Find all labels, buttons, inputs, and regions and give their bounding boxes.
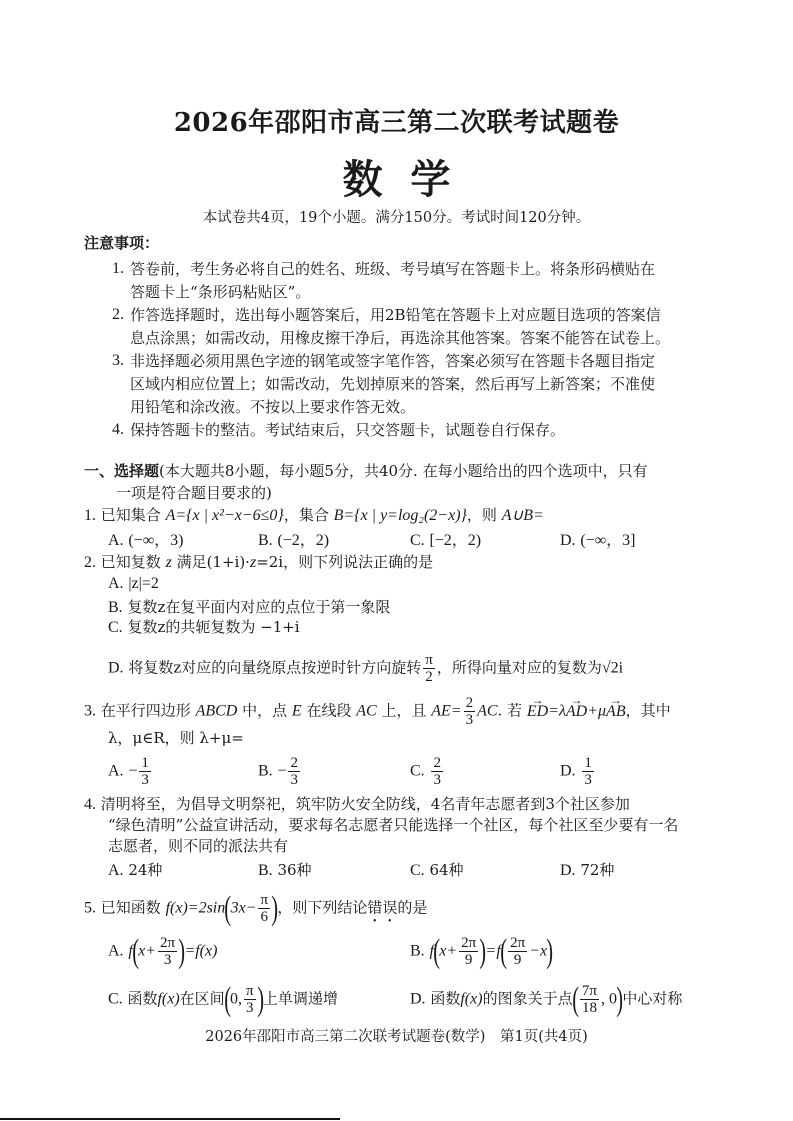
denominator: 9 — [513, 952, 522, 968]
math-expr: AC — [356, 702, 377, 720]
option-a — [108, 755, 153, 788]
denominator: 3 — [584, 772, 592, 788]
option-label: B. — [410, 942, 425, 960]
denominator: 9 — [464, 952, 473, 968]
option-label: B. — [258, 862, 273, 879]
option-b — [410, 932, 554, 970]
math-expr: x+ — [138, 942, 157, 960]
math-expr: , 0 — [600, 990, 617, 1008]
denominator: 2 — [425, 669, 433, 685]
math-expr: E — [291, 702, 302, 720]
stem-text: 上，且 — [376, 701, 432, 720]
note-line: 息点涂黑；如需改动，用橡皮擦干净后，再选涂其他答案。答案不能答在试卷上。 — [130, 329, 671, 347]
note-number: 1. — [112, 260, 124, 277]
math-expr: 0, — [230, 990, 243, 1008]
numerator: π — [246, 983, 254, 999]
option-label: A. — [108, 532, 124, 549]
numerator: 2 — [433, 755, 441, 771]
option-text: 中心对称 — [622, 989, 683, 1008]
section-header — [84, 461, 648, 481]
fraction — [431, 755, 443, 788]
page-footer: 2026年邵阳市高三第二次联考试题卷(数学) 第1页(共4页) — [205, 1029, 588, 1045]
note-line: 用铅笔和涂改液。不按以上要求作答无效。 — [130, 398, 416, 416]
math-expr: B={x | y=log₂(2−x)} — [333, 507, 467, 524]
option-b — [258, 755, 302, 788]
denominator: 3 — [465, 712, 474, 728]
exam-title: 2026年邵阳市高三第二次联考试题卷 — [173, 108, 620, 138]
option-d — [410, 980, 683, 1018]
stem-text: 已知复数 — [100, 553, 166, 571]
option-text: [−2，2) — [429, 532, 482, 549]
option-text: 的图象关于点 — [482, 989, 573, 1008]
option-label: C. — [410, 862, 425, 879]
question-5 — [84, 889, 428, 927]
numerator: 2π — [461, 935, 477, 951]
bottom-divider — [0, 1118, 340, 1120]
question-1 — [84, 505, 544, 526]
option-text: 上单调递增 — [262, 989, 338, 1008]
paren: ) — [616, 980, 624, 1018]
math-expr: A={x | x²−x−6≤0} — [165, 507, 284, 524]
option-c — [410, 755, 445, 788]
vector-ed: → ED — [527, 702, 548, 722]
denominator: 3 — [163, 952, 172, 968]
stem-text: 中，点 — [237, 701, 292, 720]
stem-text: 已知集合 — [100, 506, 166, 524]
sign: − — [277, 762, 287, 780]
paren: ) — [546, 932, 554, 970]
option-text: |z|=2 — [128, 575, 159, 592]
option-label: C. — [108, 990, 123, 1008]
question-3-line-2: λ，μ∈R，则 λ+μ= — [108, 729, 244, 747]
question-number: 4. — [84, 796, 96, 813]
fraction — [580, 983, 599, 1016]
denominator: 18 — [581, 1000, 597, 1016]
math-expr: =f — [485, 942, 501, 960]
math-expr: f — [128, 942, 133, 960]
question-4-line-2: “绿色清明”公益宣讲活动，要求每名志愿者只能选择一个社区，每个社区至少要有一名 — [108, 816, 679, 834]
option-c — [410, 860, 464, 881]
stem-text: ，则下列结论 — [277, 898, 368, 917]
fraction — [244, 983, 256, 1016]
question-number: 3. — [84, 702, 96, 720]
stem-text: 在线段 — [301, 701, 357, 720]
note-number: 2. — [112, 306, 124, 323]
note-line: 答卷前，考生务必将自己的姓名、班级、考号填写在答题卡上。将条形码横贴在 — [130, 260, 656, 278]
math-expr: ABCD — [195, 702, 238, 720]
math-expr: +μ — [587, 702, 607, 720]
option-label: B. — [258, 762, 273, 780]
note-line: 作答选择题时，选出每小题答案后，用2B铅笔在答题卡上对应题目选项的答案信 — [130, 306, 661, 324]
math-expr: −x — [529, 942, 548, 960]
denominator: 3 — [141, 772, 149, 788]
paren: ( — [433, 932, 440, 970]
option-label: D. — [560, 762, 576, 780]
option-text: ，所得向量对应的复数为 — [436, 658, 602, 677]
option-label: D. — [410, 990, 426, 1008]
stem-text: ，则 — [466, 506, 502, 524]
fraction — [158, 935, 177, 968]
exam-info: 本试卷共4页，19个小题。满分150分。考试时间120分钟。 — [202, 210, 591, 226]
section-description: (本大题共8小题，每小题5分，共40分. 在每小题给出的四个选项中，只有 — [159, 462, 648, 480]
option-d — [560, 530, 635, 551]
option-d — [108, 652, 623, 685]
stem-text: 清明将至，为倡导文明祭祀，筑牢防火安全防线，4名青年志愿者到3个社区参加 — [100, 795, 630, 813]
stem-text: =2i，则下列说法正确的是 — [256, 553, 434, 571]
option-text: 24种 — [128, 861, 163, 879]
math-expr: =λ — [548, 702, 566, 720]
option-text: 复数z的共轭复数为 −1+i — [127, 618, 300, 636]
option-label: A. — [108, 762, 124, 780]
question-4 — [84, 794, 630, 815]
note-line: 答题卡上“条形码粘贴区”。 — [130, 283, 311, 301]
paren: ) — [271, 889, 279, 927]
denominator: 3 — [246, 1000, 254, 1016]
question-number: 2. — [84, 554, 96, 571]
option-text: 函数 — [127, 989, 158, 1008]
paren: ( — [224, 889, 232, 927]
option-label: A. — [108, 942, 124, 960]
option-d — [560, 755, 596, 788]
option-text: 复数z在复平面内对应的点位于第一象限 — [127, 598, 391, 616]
option-text: (−2，2) — [277, 532, 330, 549]
paren: ( — [223, 980, 231, 1018]
paren: ) — [178, 932, 186, 970]
fraction — [139, 755, 151, 788]
math-expr: z — [249, 554, 257, 571]
section-title: 一、选择题 — [84, 462, 160, 480]
option-text: 72种 — [580, 861, 615, 879]
note-number: 4. — [112, 421, 124, 438]
fraction — [258, 892, 270, 925]
option-a — [108, 932, 218, 970]
stem-text: 在平行四边形 — [100, 701, 196, 720]
fraction — [288, 755, 300, 788]
fraction — [508, 935, 527, 968]
paren: ) — [479, 932, 487, 970]
option-label: D. — [560, 862, 576, 879]
option-label: C. — [410, 762, 425, 780]
option-text: 将复数z对应的向量绕原点按逆时针方向旋转 — [128, 658, 422, 677]
math-expr: f(x) — [157, 990, 180, 1008]
stem-text: ，其中 — [625, 701, 671, 720]
sign: − — [128, 762, 138, 780]
numerator: 1 — [584, 755, 592, 771]
option-label: A. — [108, 862, 124, 879]
option-b — [258, 530, 329, 551]
vector-ad: → AD — [566, 702, 587, 722]
fraction — [459, 935, 478, 968]
note-line: 区域内相应位置上；如需改动，先划掉原来的答案，然后再写上新答案；不准使 — [130, 375, 656, 393]
question-number: 1. — [84, 507, 96, 524]
math-expr: f — [429, 942, 434, 960]
option-label: D. — [560, 532, 576, 549]
option-text: (−∞，3) — [128, 532, 184, 549]
option-c — [410, 530, 481, 551]
note-line: 保持答题卡的整洁。考试结束后，只交答题卡，试题卷自行保存。 — [130, 421, 566, 439]
fraction — [464, 695, 476, 728]
numerator: π — [425, 652, 433, 668]
stem-text: ，集合 — [283, 506, 334, 524]
option-label: A. — [108, 575, 124, 592]
stem-text: . 若 — [497, 701, 527, 720]
math-expr: z — [165, 554, 172, 571]
stem-text: 已知函数 — [100, 898, 166, 917]
option-b — [258, 860, 312, 881]
numerator: π — [260, 892, 269, 908]
option-text: 36种 — [277, 861, 312, 879]
option-a — [108, 530, 183, 551]
math-expr: AC — [477, 702, 498, 720]
option-a — [108, 860, 162, 881]
option-label: C. — [108, 619, 123, 636]
denominator: 3 — [290, 772, 298, 788]
option-label: B. — [258, 532, 273, 549]
math-expr: x+ — [439, 942, 458, 960]
math-expr: 3x− — [230, 899, 257, 917]
option-label: C. — [410, 532, 425, 549]
stem-text: 的是 — [397, 898, 428, 917]
paren: ( — [132, 932, 139, 970]
stem-text: 满足(1+i)· — [171, 553, 250, 571]
option-text: 64种 — [429, 861, 464, 879]
option-c — [108, 980, 338, 1018]
paren: ( — [500, 932, 507, 970]
option-a — [108, 573, 159, 594]
math-expr: f(x)=2sin — [165, 899, 226, 917]
math-expr: √2i — [601, 659, 624, 677]
numerator: 2 — [290, 755, 298, 771]
math-expr: A∪B= — [501, 507, 544, 524]
option-text: 函数 — [430, 989, 461, 1008]
fraction — [582, 755, 594, 788]
question-2 — [84, 552, 433, 573]
fraction — [423, 652, 435, 685]
paren: ( — [571, 980, 579, 1018]
subject-title: 数 学 — [342, 156, 451, 203]
note-number: 3. — [112, 352, 124, 369]
math-expr: f(x) — [460, 990, 483, 1008]
option-text: (−∞，3] — [580, 532, 636, 549]
option-c — [108, 617, 300, 638]
denominator: 6 — [260, 909, 268, 925]
numerator: 7π — [581, 983, 597, 999]
numerator: 2 — [465, 695, 474, 711]
math-expr: =f(x) — [184, 942, 218, 960]
math-expr: AE= — [431, 702, 462, 720]
question-number: 5. — [84, 899, 96, 917]
note-line: 非选择题必须用黑色字迹的钢笔或签字笔作答，答案必须写在答题卡各题目指定 — [130, 352, 656, 370]
question-4-line-3: 志愿者，则不同的派法共有 — [108, 837, 289, 855]
vector-ab: → AB — [606, 702, 626, 722]
numerator: 1 — [141, 755, 149, 771]
notes-heading: 注意事项： — [84, 234, 160, 252]
option-d — [560, 860, 614, 881]
question-3 — [84, 695, 671, 728]
numerator: 2π — [510, 935, 526, 951]
emphasized-text: 错误 — [367, 898, 398, 917]
option-label: D. — [108, 659, 124, 677]
numerator: 2π — [160, 935, 176, 951]
paren: ) — [256, 980, 264, 1018]
section-description-cont: 一项是符合题目要求的) — [116, 484, 272, 502]
option-b — [108, 597, 390, 618]
denominator: 3 — [433, 772, 441, 788]
option-label: B. — [108, 599, 123, 616]
option-text: 在区间 — [179, 989, 225, 1008]
